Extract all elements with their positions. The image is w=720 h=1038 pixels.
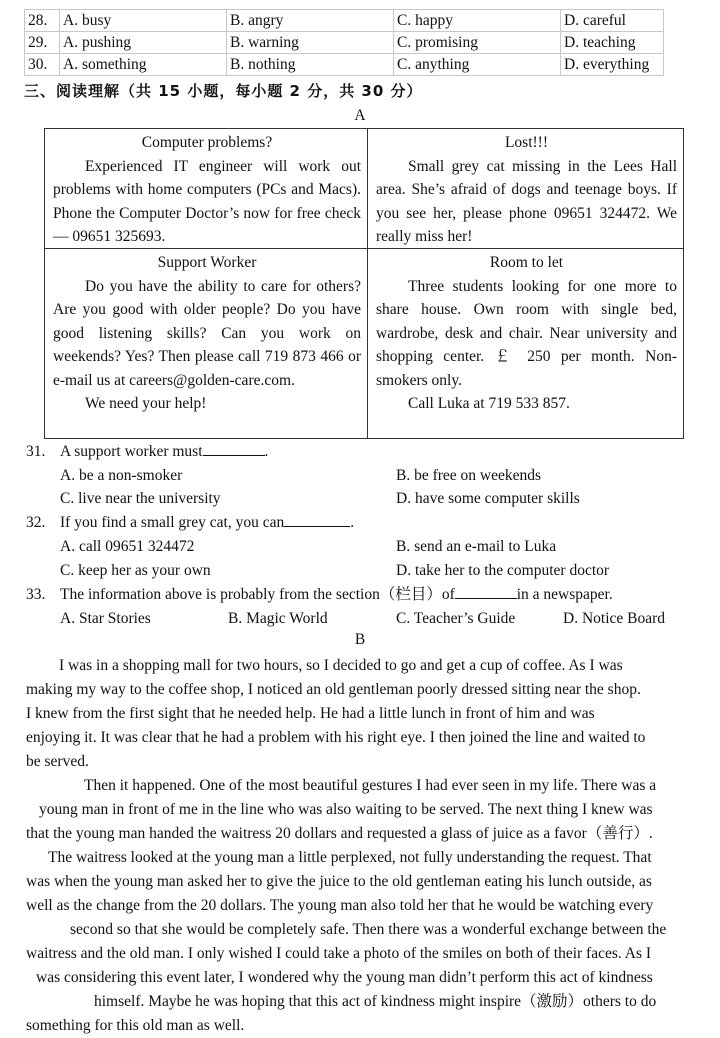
option-cell: A. pushing xyxy=(60,32,227,54)
option-cell: D. everything xyxy=(561,54,664,76)
options-row xyxy=(25,54,664,76)
answer-blank xyxy=(455,584,517,599)
ad-computer-body: Experienced IT engineer will work out problems with home computers (PCs and Macs). Phone the Computer Doctor’s now for free check — 09651 325693. xyxy=(53,157,361,245)
option-cell: C. promising xyxy=(394,32,561,54)
ad-room-body: Three students looking for one more to share house. Own room with single bed, wardrobe, desk and chair. Near university and shopping center. ￡ 250 per month. Non-smokers only. xyxy=(376,277,677,389)
option-cell: A. something xyxy=(60,54,227,76)
ad-computer-title: Computer problems? xyxy=(141,134,273,151)
options-row xyxy=(25,10,664,32)
passage-line: was when the young man asked her to give the juice to the old gentleman eating his lunch outside, as xyxy=(26,873,652,890)
part-a-label: A xyxy=(354,107,366,124)
ad-room xyxy=(368,249,683,439)
answer-options-table xyxy=(24,9,664,76)
option-cell: C. happy xyxy=(394,10,561,32)
ad-computer xyxy=(45,129,367,248)
q33-option-d: D. Notice Board xyxy=(563,610,666,627)
option-cell: 29. xyxy=(25,32,60,54)
question-33: 33. The information above is probably from the section（栏目）of in a newspaper. xyxy=(26,586,613,603)
passage-line: that the young man handed the waitress 20 dollars and requested a glass of juice as a favor（善行）. xyxy=(26,825,653,842)
option-cell: B. warning xyxy=(227,32,394,54)
ad-support-title: Support Worker xyxy=(157,254,257,271)
ad-room-closing: Call Luka at 719 533 857. xyxy=(408,395,570,412)
option-cell: B. nothing xyxy=(227,54,394,76)
q32-option-d: D. take her to the computer doctor xyxy=(396,562,610,579)
passage-line: I was in a shopping mall for two hours, so I decided to go and get a cup of coffee. As I was xyxy=(59,657,623,674)
passage-line: enjoying it. It was clear that he had a problem with his right eye. I then joined the line and waited to xyxy=(26,729,646,746)
q33-option-c: C. Teacher’s Guide xyxy=(396,610,516,627)
passage-line: The waitress looked at the young man a little perplexed, not fully understanding the request. That xyxy=(48,849,652,866)
option-cell: 30. xyxy=(25,54,60,76)
passage-line: waitress and the old man. I only wished I could take a photo of the smiles on both of their faces. As I xyxy=(26,945,652,962)
q31-option-d: D. have some computer skills xyxy=(396,490,580,507)
passage-line: making my way to the coffee shop, I noticed an old gentleman poorly dressed sitting near the shop. xyxy=(26,681,641,698)
q33-option-b: B. Magic World xyxy=(228,610,328,627)
passage-line: I knew from the first sight that he needed help. He had a little lunch in front of him and was xyxy=(26,705,595,722)
ad-support-closing: We need your help! xyxy=(85,395,207,412)
ad-lost-body: Small grey cat missing in the Lees Hall area. She’s afraid of dogs and teenage boys. If you see her, please phone 09651 324472. We really miss her! xyxy=(376,157,677,245)
ad-lost-title: Lost!!! xyxy=(504,134,549,151)
q31-option-c: C. live near the university xyxy=(60,490,221,507)
q32-option-a: A. call 09651 324472 xyxy=(60,538,195,555)
ad-room-title: Room to let xyxy=(489,254,564,271)
ad-lost xyxy=(368,129,683,248)
question-31: 31. A support worker must . xyxy=(26,443,269,460)
option-cell: A. busy xyxy=(60,10,227,32)
ad-support-body: Do you have the ability to care for others? Are you good with older people? Do you have good listening skills? Can you work on weekends? Yes? Then please call 719 873 466 or e-mail us at careers@golden-care.com. xyxy=(53,277,361,389)
passage-line: was considering this event later, I wondered why the young man didn’t perform this act of kindness xyxy=(36,969,653,986)
option-cell: 28. xyxy=(25,10,60,32)
section-title: 三、阅读理解（共 15 小题，每小题 2 分，共 30 分） xyxy=(24,82,423,100)
passage-line: young man in front of me in the line who was also waiting to be served. The next thing I knew was xyxy=(39,801,653,818)
answer-blank xyxy=(203,441,265,456)
q33-option-a: A. Star Stories xyxy=(60,610,151,627)
option-cell: D. teaching xyxy=(561,32,664,54)
ads-table xyxy=(44,128,684,439)
passage-line: be served. xyxy=(26,753,89,770)
option-cell: B. angry xyxy=(227,10,394,32)
part-b-label: B xyxy=(354,631,366,648)
option-cell: C. anything xyxy=(394,54,561,76)
option-cell: D. careful xyxy=(561,10,664,32)
passage-b xyxy=(26,654,706,1038)
answer-blank xyxy=(284,512,350,527)
passage-line: second so that she would be completely safe. Then there was a wonderful exchange between the xyxy=(70,921,667,938)
q32-option-b: B. send an e-mail to Luka xyxy=(396,538,557,555)
q32-option-c: C. keep her as your own xyxy=(60,562,211,579)
q31-option-a: A. be a non-smoker xyxy=(60,467,183,484)
passage-line: himself. Maybe he was hoping that this act of kindness might inspire（激励）others to do xyxy=(94,993,657,1010)
passage-line: well as the change from the 20 dollars. The young man also told her that he would be watching every xyxy=(26,897,654,914)
question-32: 32. If you find a small grey cat, you can . xyxy=(26,514,355,531)
passage-line: something for this old man as well. xyxy=(26,1017,245,1034)
ad-support xyxy=(45,249,367,439)
q31-option-b: B. be free on weekends xyxy=(396,467,542,484)
passage-line: Then it happened. One of the most beautiful gestures I had ever seen in my life. There was a xyxy=(84,777,657,794)
options-row xyxy=(25,32,664,54)
